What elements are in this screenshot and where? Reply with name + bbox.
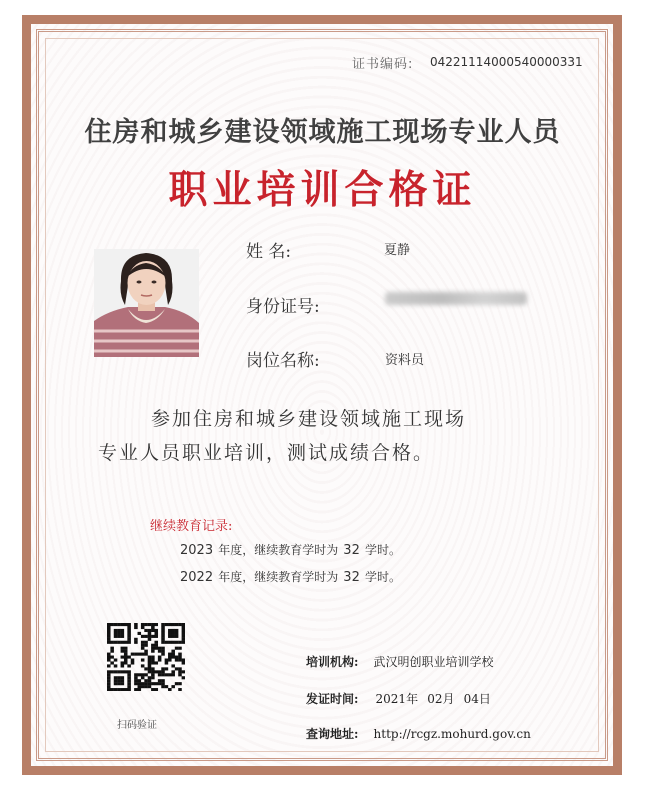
issuer-org-row bbox=[306, 651, 494, 670]
name-value: 夏静 bbox=[384, 243, 411, 258]
issuer-org-value: 武汉明创职业培训学校 bbox=[373, 655, 494, 669]
certificate-number-value: 04221114000540000331 bbox=[430, 55, 583, 69]
continuing-education-record bbox=[180, 539, 401, 558]
holder-photo bbox=[94, 249, 199, 357]
record-year: 2022 bbox=[180, 570, 214, 585]
statement-line1: 参加住房和城乡建设领域施工现场 bbox=[151, 408, 467, 430]
issue-date-year-unit: 年 bbox=[406, 692, 419, 706]
query-address-row bbox=[306, 723, 531, 742]
record-year: 2023 bbox=[180, 543, 214, 558]
query-address-link[interactable]: http://rcgz.mohurd.gov.cn bbox=[373, 727, 531, 741]
issue-date-year: 2021 bbox=[375, 692, 407, 706]
issue-date-row bbox=[306, 688, 491, 707]
id-number-redacted bbox=[385, 292, 527, 305]
record-hours: 32 bbox=[343, 543, 360, 558]
qr-code-icon[interactable] bbox=[107, 623, 185, 691]
record-year-suffix: 年度，继续教育学时为 bbox=[218, 543, 339, 557]
certificate-title-line1: 住房和城乡建设领域施工现场专业人员 bbox=[84, 117, 561, 148]
record-hours: 32 bbox=[343, 570, 360, 585]
certificate-title-line2: 职业培训合格证 bbox=[168, 168, 477, 213]
record-hours-suffix: 学时。 bbox=[364, 543, 401, 557]
continuing-education-title: 继续教育记录: bbox=[150, 519, 233, 534]
record-hours-suffix: 学时。 bbox=[364, 570, 401, 584]
issue-date-day: 04 bbox=[463, 692, 479, 706]
id-number-label: 身份证号: bbox=[246, 297, 320, 317]
query-address-label: 查询地址: bbox=[306, 727, 359, 741]
continuing-education-record bbox=[180, 566, 401, 585]
position-label: 岗位名称: bbox=[246, 351, 320, 371]
record-year-suffix: 年度，继续教育学时为 bbox=[218, 570, 339, 584]
issue-date-month-unit: 月 bbox=[442, 692, 455, 706]
issue-date-label: 发证时间: bbox=[306, 692, 359, 706]
position-value: 资料员 bbox=[385, 353, 425, 368]
certificate-number-label: 证书编码: bbox=[352, 57, 414, 72]
issue-date-month: 02 bbox=[427, 692, 443, 706]
issue-date-day-unit: 日 bbox=[478, 692, 491, 706]
qr-caption: 扫码验证 bbox=[117, 720, 157, 731]
statement-line2: 专业人员职业培训，测试成绩合格。 bbox=[98, 442, 435, 464]
name-label: 姓 名: bbox=[246, 242, 292, 262]
issuer-org-label: 培训机构: bbox=[306, 655, 359, 669]
